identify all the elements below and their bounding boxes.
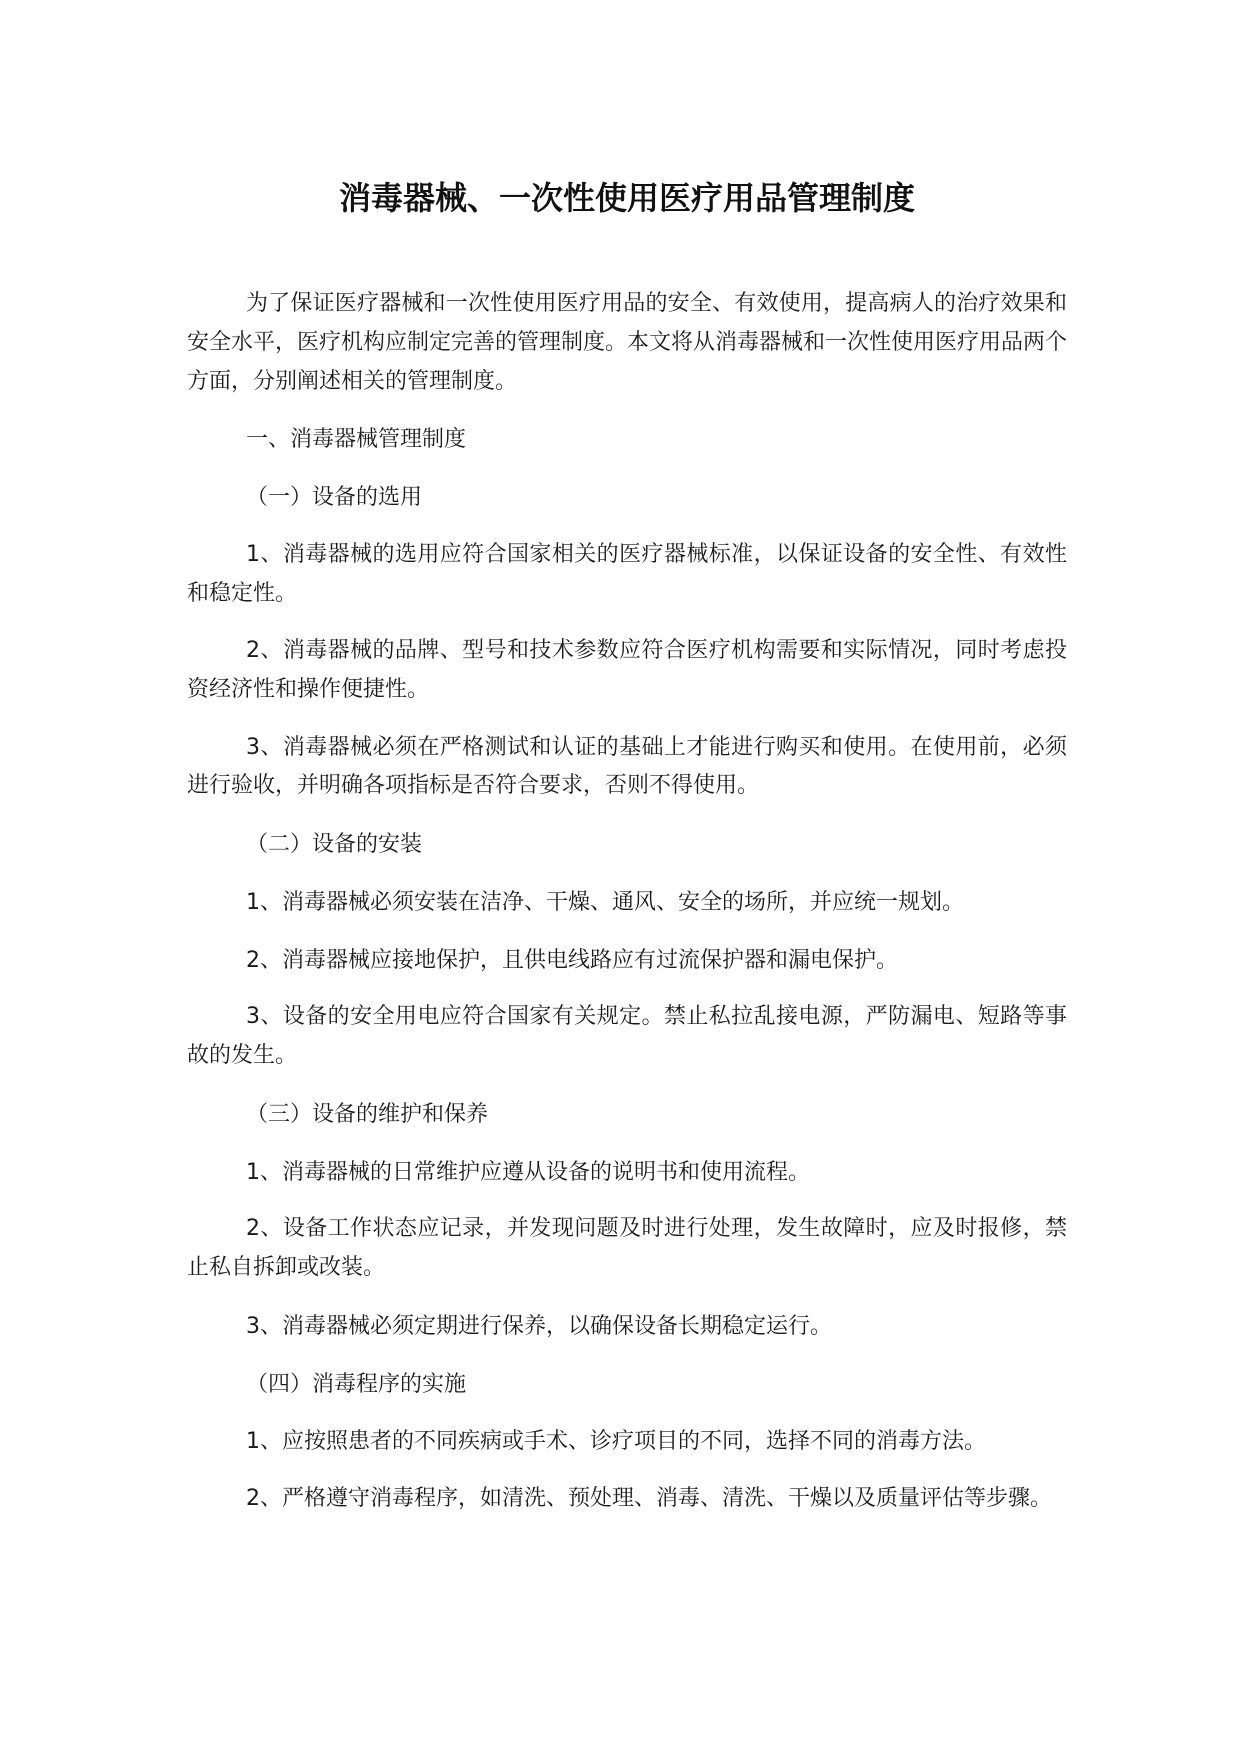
subsection-heading-procedure: （四）消毒程序的实施 xyxy=(246,1371,467,1397)
document-title: 消毒器械、一次性使用医疗用品管理制度 xyxy=(338,179,915,217)
procedure-item-2: 2、严格遵守消毒程序，如清洗、预处理、消毒、清洗、干燥以及质量评估等步骤。 xyxy=(246,1486,1052,1512)
installation-item-1: 1、消毒器械必须安装在洁净、干燥、通风、安全的场所，并应统一规划。 xyxy=(246,889,964,915)
subsection-heading-selection: （一）设备的选用 xyxy=(246,484,423,510)
maintenance-item-2: 2、设备工作状态应记录，并发现问题及时进行处理，发生故障时，应及时报修，禁止私自拆卸或改装。 xyxy=(187,1216,1067,1281)
selection-item-3: 3、消毒器械必须在严格测试和认证的基础上才能进行购买和使用。在使用前，必须进行验收，并明确各项指标是否符合要求，否则不得使用。 xyxy=(187,734,1067,799)
intro-paragraph: 为了保证医疗器械和一次性使用医疗用品的安全、有效使用，提高病人的治疗效果和安全水平，医疗机构应制定完善的管理制度。本文将从消毒器械和一次性使用医疗用品两个方面，分别阐述相关的管理制度。 xyxy=(187,291,1068,394)
procedure-item-1: 1、应按照患者的不同疾病或手术、诊疗项目的不同，选择不同的消毒方法。 xyxy=(246,1429,986,1455)
installation-item-3: 3、设备的安全用电应符合国家有关规定。禁止私拉乱接电源，严防漏电、短路等事故的发生。 xyxy=(187,1004,1067,1069)
selection-item-1: 1、消毒器械的选用应符合国家相关的医疗器械标准，以保证设备的安全性、有效性和稳定性。 xyxy=(187,541,1067,606)
installation-item-2: 2、消毒器械应接地保护，且供电线路应有过流保护器和漏电保护。 xyxy=(246,947,898,973)
document-body xyxy=(187,285,1067,1538)
maintenance-item-1: 1、消毒器械的日常维护应遵从设备的说明书和使用流程。 xyxy=(246,1159,810,1185)
section-heading-disinfection-equipment: 一、消毒器械管理制度 xyxy=(246,427,467,453)
subsection-heading-installation: （二）设备的安装 xyxy=(246,831,423,857)
selection-item-2: 2、消毒器械的品牌、型号和技术参数应符合医疗机构需要和实际情况，同时考虑投资经济性和操作便捷性。 xyxy=(187,638,1067,702)
subsection-heading-maintenance: （三）设备的维护和保养 xyxy=(246,1101,489,1127)
maintenance-item-3: 3、消毒器械必须定期进行保养，以确保设备长期稳定运行。 xyxy=(246,1313,832,1339)
